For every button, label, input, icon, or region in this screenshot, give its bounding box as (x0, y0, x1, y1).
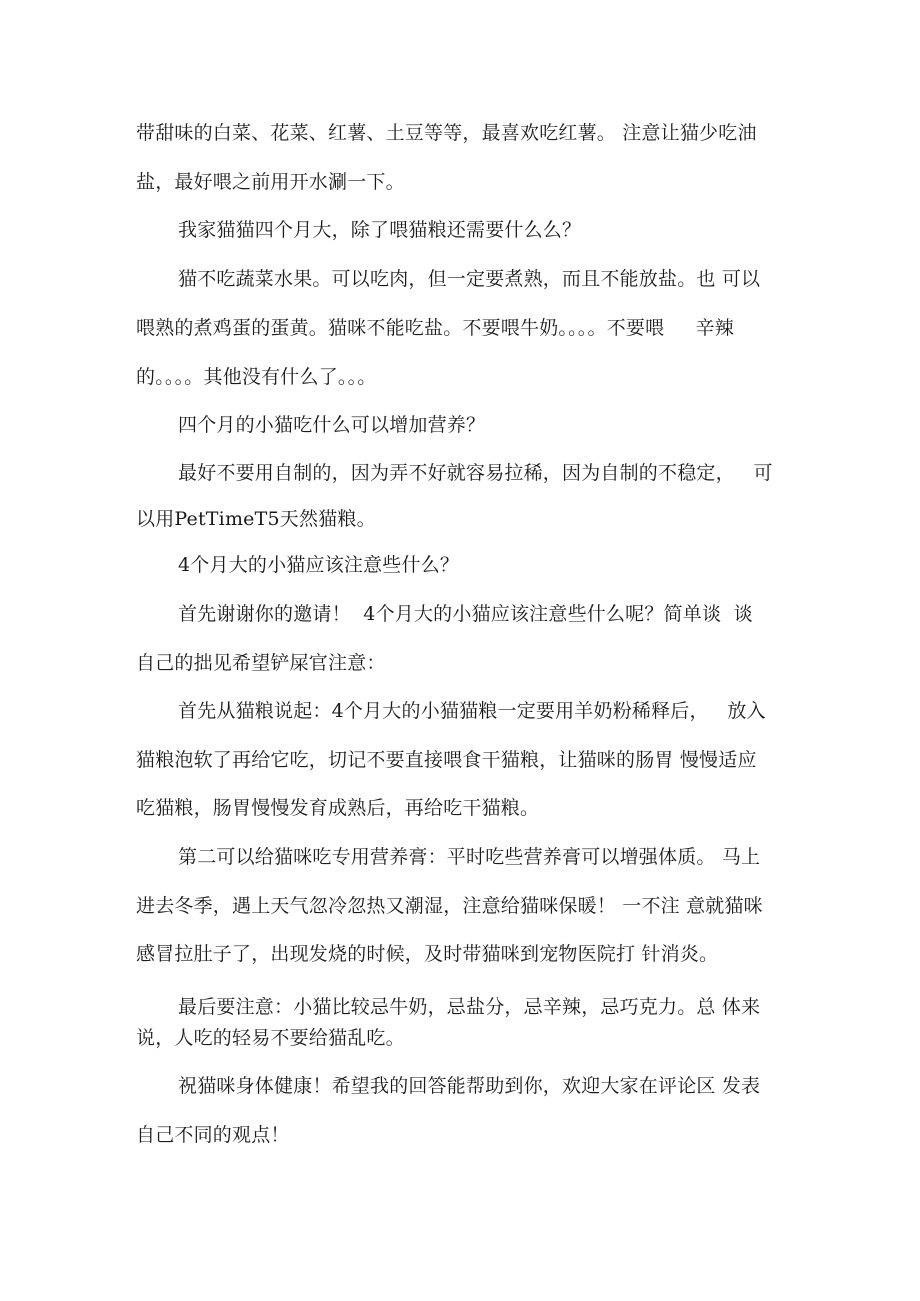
text-line: 首先从猫粮说起：4个月大的小猫猫粮一定要用羊奶粉稀释后， 放入 (178, 700, 766, 722)
text-line: 进去冬季，遇上天气忽冷忽热又潮湿，注意给猫咪保暖！ 一不注 意就猫咪 (136, 895, 763, 917)
text-line: 最好不要用自制的，因为弄不好就容易拉稀，因为自制的不稳定， 可 (178, 462, 773, 484)
text-line: 说，人吃的轻易不要给猫乱吃。 (136, 1027, 405, 1049)
text-line: 喂熟的煮鸡蛋的蛋黄。猫咪不能吃盐。不要喂牛奶。。。。不要喂 辛辣 (136, 317, 734, 339)
text-line: 以用PetTimeT5天然猫粮。 (136, 508, 376, 530)
text-line: 感冒拉肚子了，出现发烧的时候，及时带猫咪到宠物医院打 针消炎。 (136, 943, 719, 965)
text-line: 猫粮泡软了再给它吃，切记不要直接喂食干猫粮，让猫咪的肠胃 慢慢适应 (136, 749, 757, 771)
text-line: 首先谢谢你的邀请！ 4个月大的小猫应该注意些什么呢？简单谈 谈 (178, 603, 753, 625)
text-line: 最后要注意：小猫比较忌牛奶，忌盐分，忌辛辣，忌巧克力。总 体来 (178, 996, 761, 1018)
text-line: 祝猫咪身体健康！希望我的回答能帮助到你，欢迎大家在评论区 发表 (178, 1075, 761, 1097)
text-line: 第二可以给猫咪吃专用营养膏：平时吃些营养膏可以增强体质。 马上 (178, 846, 761, 868)
question-heading: 我家猫猫四个月大，除了喂猫粮还需要什么么？ (178, 219, 582, 241)
question-heading: 4个月大的小猫应该注意些什么？ (178, 554, 460, 576)
text-line: 吃猫粮，肠胃慢慢发育成熟后，再给吃干猫粮。 (136, 797, 540, 819)
text-line: 自己的拙见希望铲屎官注意： (136, 652, 386, 674)
text-line: 带甜味的白菜、花菜、红薯、土豆等等，最喜欢吃红薯。 注意让猫少吃油 (136, 122, 757, 144)
question-heading: 四个月的小猫吃什么可以增加营养？ (178, 414, 486, 436)
text-line: 的。。。。其他没有什么了。。。 (136, 366, 377, 388)
text-line: 盐，最好喂之前用开水涮一下。 (136, 171, 405, 193)
text-line: 自己不同的观点！ (136, 1124, 290, 1146)
text-line: 猫不吃蔬菜水果。可以吃肉，但一定要煮熟，而且不能放盐。也 可以 (178, 268, 761, 290)
